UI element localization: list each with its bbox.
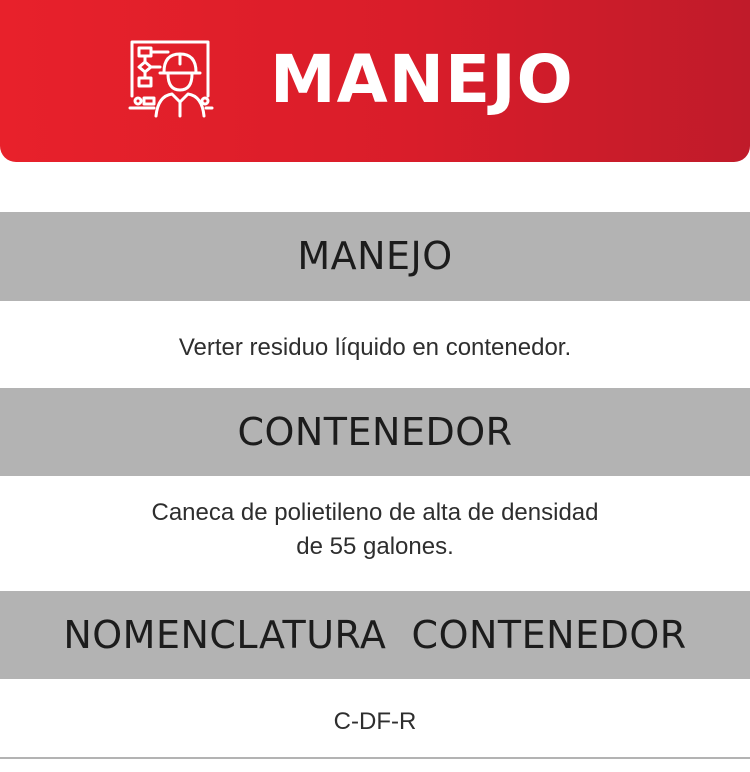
text-line: de 55 galones. bbox=[296, 533, 454, 560]
section-text-manejo bbox=[0, 301, 750, 388]
section-text-nomenclatura bbox=[0, 679, 750, 757]
bottom-divider bbox=[0, 757, 750, 759]
title-banner bbox=[0, 0, 750, 162]
section-heading-manejo: MANEJO bbox=[0, 212, 750, 301]
banner-title: MANEJO bbox=[270, 41, 574, 118]
engineer-workstation-icon bbox=[126, 36, 214, 122]
text-line: Verter residuo líquido en contenedor. bbox=[178, 334, 572, 361]
section-heading-contenedor: CONTENEDOR bbox=[0, 388, 750, 476]
section-heading-nomenclatura: NOMENCLATURA CONTENEDOR bbox=[0, 591, 750, 679]
section-text-contenedor bbox=[0, 476, 750, 591]
text-line: C-DF-R bbox=[333, 708, 417, 735]
text-line: Caneca de polietileno de alta de densidad bbox=[151, 499, 599, 526]
